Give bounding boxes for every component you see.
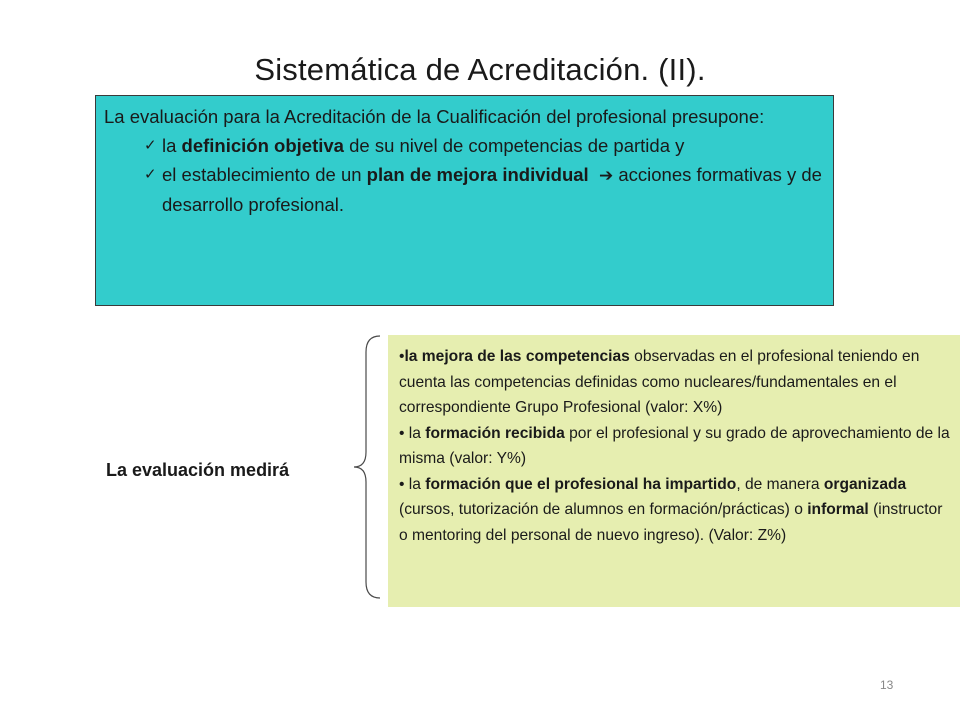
prerequisites-list [104, 131, 825, 219]
slide-title: Sistemática de Acreditación. (II). [254, 52, 706, 87]
bold-text: definición objetiva [181, 135, 344, 156]
evaluation-label: La evaluación medirá [106, 460, 290, 480]
criterion-formacion-impartida: • la formación que el profesional ha impartido, de manera organizada (cursos, tutorización de alumnos en formación/prácticas) o informal (instructor o mentoring del personal de nuevo ingreso). (Valor: Z%) [399, 475, 943, 544]
page-number: 13 [880, 678, 894, 692]
checkmark-icon: ✓ [144, 166, 157, 183]
bold-text: plan de mejora individual [366, 164, 589, 185]
list-item: ✓ el establecimiento de un plan de mejora individual ➔ acciones formativas y de desarrollo profesional. [152, 160, 825, 219]
curly-brace-icon [352, 334, 382, 600]
prerequisites-box [95, 95, 834, 306]
prerequisites-intro: La evaluación para la Acreditación de la Cualificación del profesional presupone: [104, 106, 765, 127]
list-item: ✓ la definición objetiva de su nivel de competencias de partida y [152, 131, 825, 160]
criterion-formacion-recibida: • la formación recibida por el profesional y su grado de aprovechamiento de la misma (valor: Y%) [399, 424, 950, 467]
checkmark-icon: ✓ [144, 137, 157, 154]
arrow-right-icon: ➔ [598, 166, 614, 185]
evaluation-criteria-box [388, 335, 960, 607]
criterion-competencias: •la mejora de las competencias observadas en el profesional teniendo en cuenta las competencias definidas como nucleares/fundamentales en el correspondiente Grupo Profesional (valor: X%) [399, 348, 920, 416]
